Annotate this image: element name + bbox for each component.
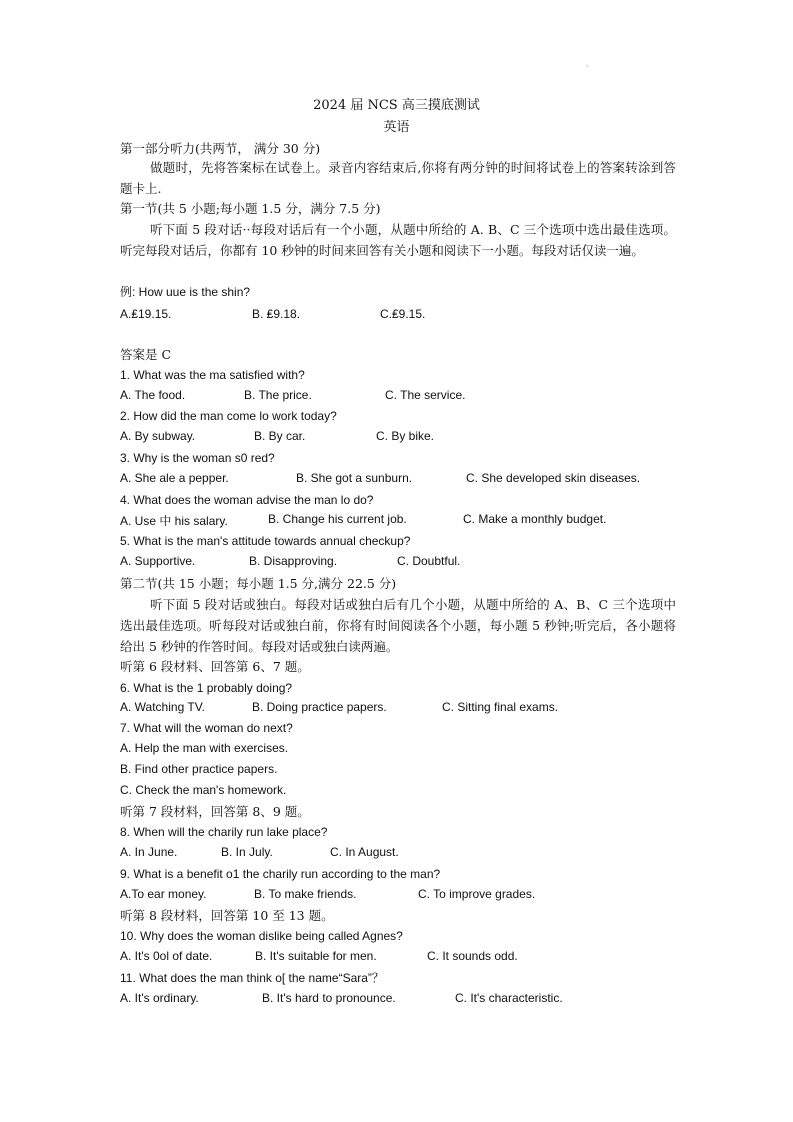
example-answer: 答案是 C: [120, 347, 172, 362]
exam-subject: 英语: [383, 120, 410, 135]
q1-option-a: A. The food.: [120, 388, 186, 402]
exam-title: 2024 届 NCS 高三摸底测试: [313, 98, 480, 113]
q10-option-a: A. It's 0ol of date.: [120, 949, 213, 963]
q7-option-b: B. Find other practice papers.: [120, 762, 278, 776]
q8-option-a: A. In June.: [120, 845, 178, 859]
q4-option-b: B. Change his current job.: [268, 512, 407, 526]
example-option-b: B. ₤9.18.: [252, 307, 301, 321]
example-option-a: A.₤19.15.: [120, 307, 172, 321]
section1-instructions: 听下面 5 段对话··每段对话后有一个小题，从题中所给的 A. B、C 三个选项中选出最佳选项。听完每段对话后，你都有 10 秒钟的时间来回答有关小题和阅读下一小题。每段对话仅读一遍。: [120, 222, 676, 258]
question-10: 10. Why does the woman dislike being called Agnes?: [120, 929, 403, 943]
q6-option-c: C. Sitting final exams.: [442, 700, 559, 714]
question-11: 11. What does the man think o[ the name“Sara”？: [120, 971, 384, 985]
q9-option-c: C. To improve grades.: [418, 887, 536, 901]
q5-option-a: A. Supportive.: [120, 554, 196, 568]
q9-option-b: B. To make friends.: [254, 887, 357, 901]
q7-option-c: C. Check the man's homework.: [120, 783, 287, 797]
section2-instructions: 听下面 5 段对话或独白。每段对话或独白后有几个小题，从题中所给的 A、B、C 三个选项中选出最佳选项。听每段对话或独白前，你将有时间阅读各个小题，每小题 5 秒钟;听完后，各小题将给出 5 秒钟的作答时间。每段对话或独白读两遍。: [120, 597, 676, 654]
material-6-heading: 听第 6 段材料、回答第 6、7 题。: [120, 659, 310, 674]
scan-dot: ·: [586, 62, 589, 71]
question-5: 5. What is the man's attitude towards annual checkup?: [120, 534, 411, 548]
q2-option-b: B. By car.: [254, 429, 306, 443]
q4-option-c: C. Make a monthly budget.: [463, 512, 607, 526]
section1-heading: 第一节(共 5 小题;每小题 1.5 分，满分 7.5 分): [120, 201, 381, 216]
q1-option-b: B. The price.: [244, 388, 312, 402]
q2-option-a: A. By subway.: [120, 429, 196, 443]
q10-option-c: C. It sounds odd.: [427, 949, 518, 963]
q11-option-c: C. It's characteristic.: [455, 991, 563, 1005]
question-7: 7. What will the woman do next?: [120, 721, 293, 735]
q10-option-b: B. It's suitable for men.: [255, 949, 377, 963]
q8-option-b: B. In July.: [221, 845, 273, 859]
q1-option-c: C. The service.: [385, 388, 466, 402]
q3-option-a: A. She ale a pepper.: [120, 471, 229, 485]
section2-heading: 第二节(共 15 小题；每小题 1.5 分,满分 22.5 分): [120, 576, 397, 591]
question-2: 2. How did the man come lo work today?: [120, 409, 337, 423]
question-8: 8. When will the charily run lake place?: [120, 825, 328, 839]
q8-option-c: C. In August.: [330, 845, 399, 859]
question-3: 3. Why is the woman s0 red?: [120, 451, 275, 465]
q5-option-c: C. Doubtful.: [397, 554, 461, 568]
q3-option-c: C. She developed skin diseases.: [466, 471, 641, 485]
part1-heading: 第一部分听力(共两节， 满分 30 分): [120, 141, 321, 156]
q5-option-b: B. Disapproving.: [249, 554, 338, 568]
q2-option-c: C. By bike.: [376, 429, 435, 443]
q11-option-b: B. It's hard to pronounce.: [262, 991, 396, 1005]
example-question: 例: How uue is the shin?: [120, 285, 251, 299]
question-1: 1. What was the ma satisfied with?: [120, 368, 305, 382]
q7-option-a: A. Help the man with exercises.: [120, 741, 289, 755]
question-9: 9. What is a benefit o1 the charily run according to the man?: [120, 867, 441, 881]
q6-option-b: B. Doing practice papers.: [252, 700, 387, 714]
q9-option-a: A.To ear money.: [120, 887, 207, 901]
q11-option-a: A. It's ordinary.: [120, 991, 199, 1005]
example-option-c: C.₤9.15.: [380, 307, 426, 321]
question-4: 4. What does the woman advise the man lo do?: [120, 493, 374, 507]
part1-instructions: 做题时，先将答案标在试卷上。录音内容结束后,你将有两分钟的时间将试卷上的答案转涂到答题卡上.: [120, 160, 676, 196]
material-7-heading: 听第 7 段材料，回答第 8、9 题。: [120, 804, 310, 819]
q3-option-b: B. She got a sunburn.: [296, 471, 413, 485]
material-8-heading: 听第 8 段材料，回答第 10 至 13 题。: [120, 908, 334, 923]
q4-option-a: A. Use 中 his salary.: [120, 514, 228, 528]
question-6: 6. What is the 1 probably doing?: [120, 681, 293, 695]
q6-option-a: A. Watching TV.: [120, 700, 205, 714]
